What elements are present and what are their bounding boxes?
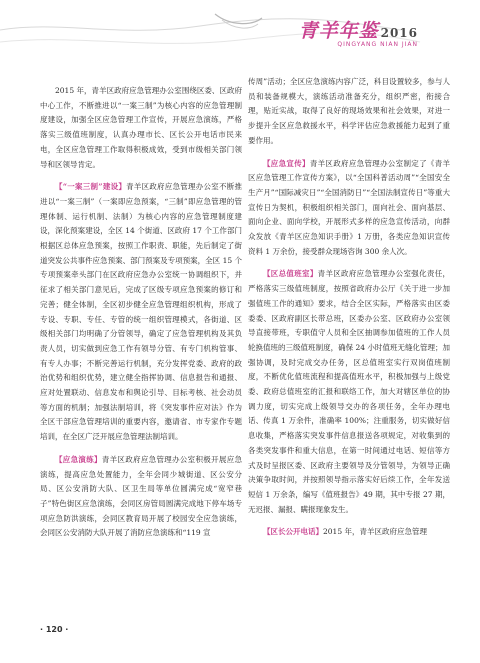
right-column <box>248 75 450 548</box>
section-body: 青羊区政府应急管理办公室制定了《青羊区应急管理工作宣传方案》，以“全国科普活动周”“全国安全生产月”“国际减灾日”“全国消防日”“全国法制宣传日”等重大宣传日为契机，积极组织相关部门，面向社会、面向基层、面向企业、面向学校，开展形式多样的应急宣传活动，向群众发放《青羊区应急知识手册》1 万册，各类应急知识宣传资料 1 万余份，接受群众现场咨询 300 余人次。 <box>248 158 451 256</box>
section-body: 青羊区政府应急管理办公室强化责任，严格落实三级值班制度，按照省政府办公厅《关于进一步加强值班工作的通知》要求，结合全区实际，严格落实由区委委委、区政府副区长带总班，区委办公室、区政府办公室领导直接带班，专职值守人员和全区抽调参加值班的工作人员轮换值班的三级值班制度，确保 24 小时值班无缝化管理；加强协调，及时完成交办任务，区总值班室实行双岗值班制度，不断优化值班流程和提高值班水平，积极加强与上级党委、政府总值班室的汇报和联络工作，加大对辖区单位的协调力度，切实完成上级领导交办的各项任务，全年办理电话、传真 1 万余件，准确率 100%；注重服务，切实做好信息收集，严格落实突发事件信息报送各项规定，对收集到的各类突发事件和重大信息，在第一时间通过电话、短信等方式及时呈报区委、区政府主要领导及分管领导，为领导正确决策争取时间，并按照领导指示落实好后续工作，全年发送短信 1 万余条，编写《值班报告》49 期，其中专报 27 期，无迟报、漏报、瞒报现象发生。 <box>248 269 451 514</box>
page-number: · 120 · <box>40 625 69 634</box>
brand-title: 青羊年鉴 <box>298 20 379 42</box>
section-tag: 【区总值班室】 <box>263 269 318 279</box>
section-tag: 【“一案三制”建设】 <box>55 182 127 192</box>
continued-paragraph: 传周”活动；全区应急演练内容广泛，科目设置较多，参与人员和装备规模大，演练活动准备充分，组织严密，衔接合理，贴近实战，取得了良好的现场效果和社会效果，对进一步提升全区应急救援水平，科学评估应急救援能力起到了重要作用。 <box>248 77 450 145</box>
section-emergency-publicity <box>248 157 450 260</box>
left-column <box>40 84 242 549</box>
section-tag: 【应急宣传】 <box>263 158 310 168</box>
section-body: 2015 年，青羊区政府应急管理 <box>323 527 427 537</box>
brand-pinyin: QINGYANG NIAN JIAN <box>337 41 418 48</box>
yearbook-brand <box>299 16 418 43</box>
section-tag: 【应急演练】 <box>55 454 102 464</box>
section-body: 青羊区政府应急管理办公室不断推进以“一案三制”（一案即应急预案，“三制”即应急管理的管理体制、运行机制、法制）为核心内容的应急管理制度建设，深化预案建设，全区 14 个街道、区政府 17 个工作部门根据区总体应急预案，按照工作职责、职能，先后制定了街道突发公共事件应急预案、部门预案及专项预案，全区 15 个专项预案牵头部门在区政府应急办公室统一协调组织下，并征求了相关部门意见后，完成了区级专项应急预案的修订和完善；健全体制，全区初步健全应急管理组织机构，形成了专设、专职、专任、专管的统一组织管理模式，各街道、区级相关部门均明确了分管领导，确定了应急管理机构及其负责人员，切实做到应急工作有领导分管、有专门机构管事、有专人办事；不断完善运行机制，充分发挥党委、政府的政治优势和组织优势，建立健全指挥协调、信息报告和通报、应对处置联动、信息发布和舆论引导、目标考核、社会动员等方面的机制；加强法制培训，将《突发事件应对法》作为全区干部应急管理培训的重要内容，邀请省、市专家作专题培训，在全区广泛开展应急管理法制培训。 <box>40 182 242 442</box>
section-emergency-drills <box>40 453 242 541</box>
intro-paragraph: 2015 年，青羊区政府应急管理办公室围绕区委、区政府中心工作，不断推进以“一案三制”为核心内容的应急管理制度建设，加强全区应急管理工作宣传，开展应急演练，严格落实三级值班制度，认真办理市长、区长公开电话市民来电，全区应急管理工作取得积极成效，受到市级相关部门领导和区领导肯定。 <box>40 86 242 169</box>
section-public-hotline <box>248 525 450 540</box>
section-tag: 【区长公开电话】 <box>263 527 323 537</box>
brand-year: 2016 <box>380 26 418 40</box>
section-duty-office <box>248 267 450 517</box>
section-body: 青羊区政府应急管理办公室积极开展应急演练，提高应急处置能力，全年会同少城街道、区公安分局、区公安消防大队、区卫生局等单位圆满完成“宽窄巷子”特色街区应急演练，会同区房管局圆满完成地下停车场专项应急防洪演练，会同区教育局开展了校园安全应急演练，会同区公安消防大队开展了消防应急演练和“119 宣 <box>40 454 243 538</box>
page-header <box>0 0 480 62</box>
section-one-case-three-systems <box>40 180 242 445</box>
